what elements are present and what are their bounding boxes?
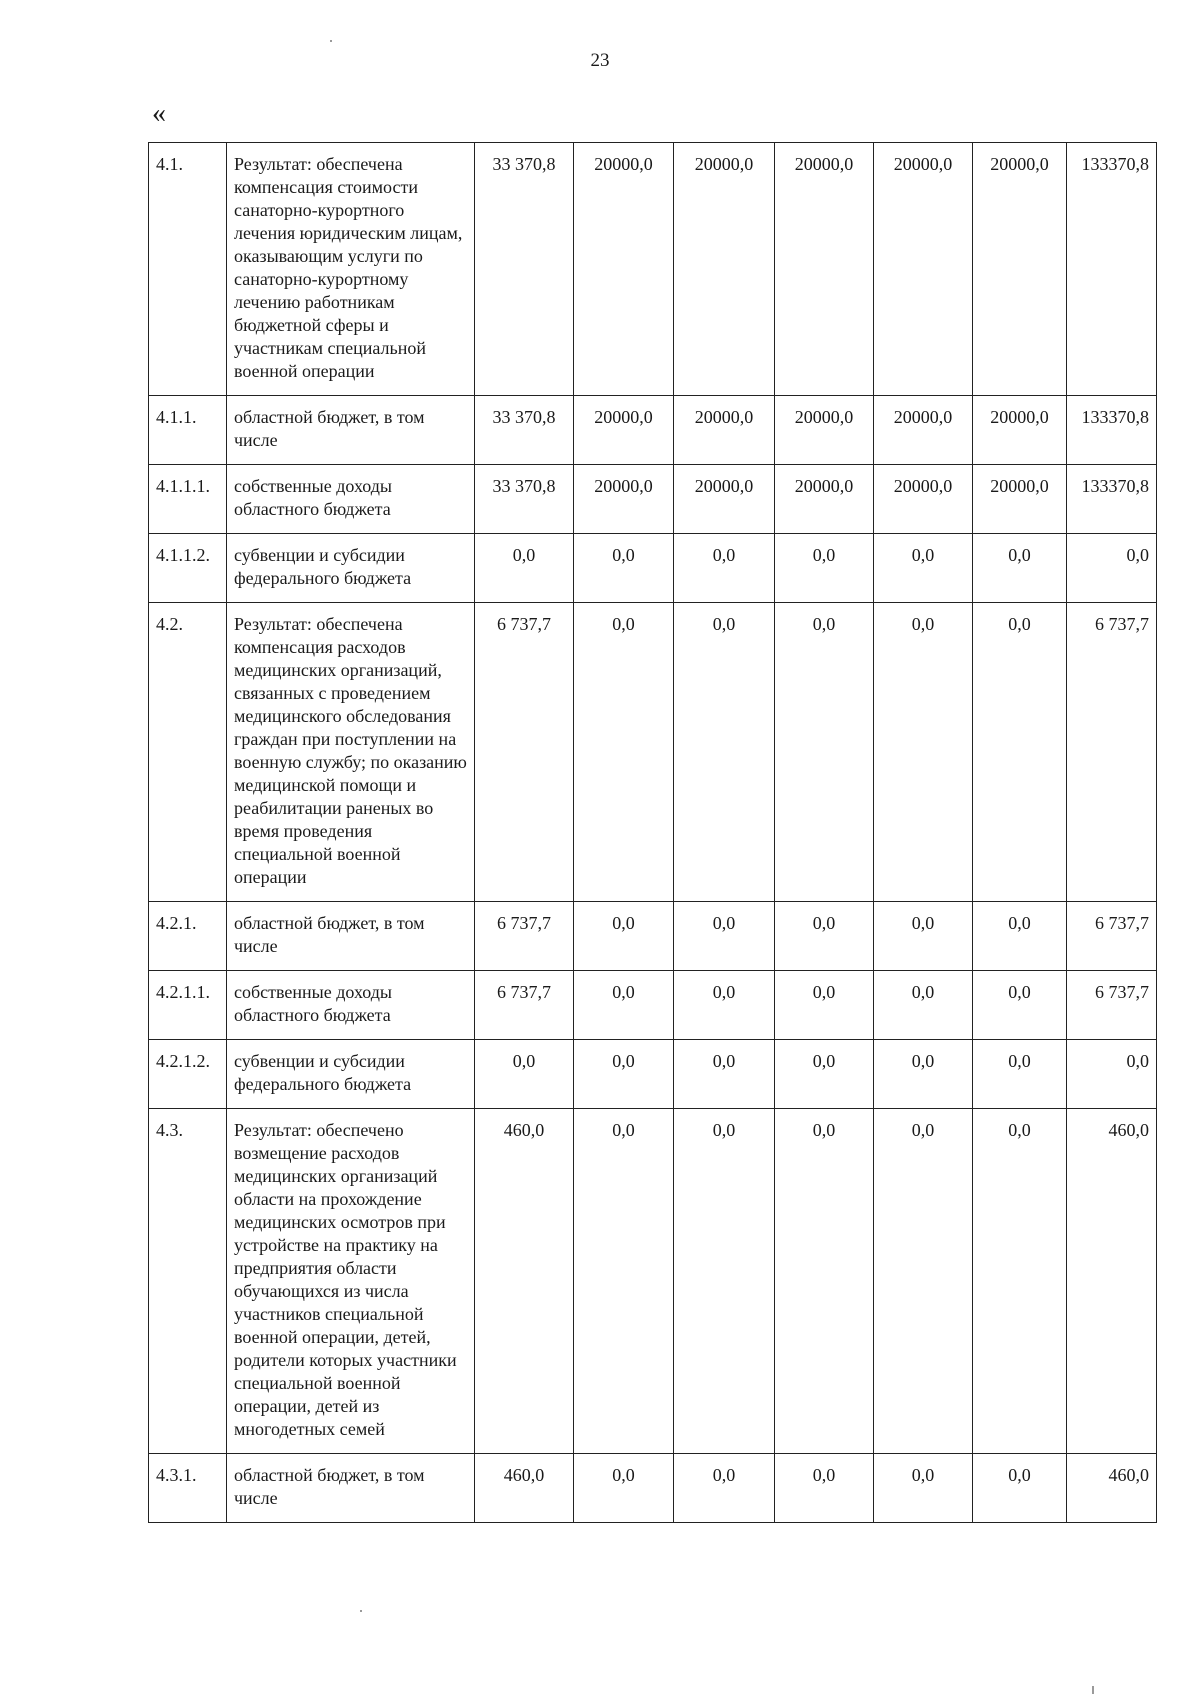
row-number: 4.3.1. — [149, 1454, 227, 1523]
year-value-cell: 0,0 — [775, 1454, 874, 1523]
year-value-cell: 0,0 — [574, 902, 674, 971]
year-value-cell: 20000,0 — [874, 465, 973, 534]
row-description: субвенции и субсидии федерального бюджета — [227, 1040, 475, 1109]
year-value-cell: 20000,0 — [874, 143, 973, 396]
row-number: 4.2. — [149, 603, 227, 902]
year-value-cell: 0,0 — [874, 902, 973, 971]
year-value-cell: 0,0 — [475, 534, 574, 603]
year-value-cell: 0,0 — [973, 1454, 1067, 1523]
scan-speck — [1092, 1686, 1094, 1694]
year-value-cell: 0,0 — [874, 1454, 973, 1523]
total-value-cell: 133370,8 — [1067, 143, 1157, 396]
year-value-cell: 0,0 — [775, 902, 874, 971]
year-value-cell: 20000,0 — [674, 465, 775, 534]
year-value-cell: 33 370,8 — [475, 143, 574, 396]
year-value-cell: 20000,0 — [574, 143, 674, 396]
year-value-cell: 20000,0 — [674, 143, 775, 396]
year-value-cell: 460,0 — [475, 1109, 574, 1454]
scan-speck — [330, 40, 332, 42]
table-row — [149, 1454, 1157, 1523]
row-number: 4.2.1.2. — [149, 1040, 227, 1109]
year-value-cell: 0,0 — [574, 1040, 674, 1109]
row-number: 4.2.1. — [149, 902, 227, 971]
year-value-cell: 0,0 — [574, 534, 674, 603]
year-value-cell: 20000,0 — [874, 396, 973, 465]
year-value-cell: 0,0 — [973, 603, 1067, 902]
table-row — [149, 1040, 1157, 1109]
year-value-cell: 0,0 — [775, 1040, 874, 1109]
row-number: 4.1.1.2. — [149, 534, 227, 603]
table-row — [149, 465, 1157, 534]
year-value-cell: 0,0 — [874, 603, 973, 902]
year-value-cell: 0,0 — [775, 1109, 874, 1454]
year-value-cell: 20000,0 — [574, 396, 674, 465]
year-value-cell: 0,0 — [874, 1040, 973, 1109]
row-description: Результат: обеспечена компенсация стоимости санаторно-курортного лечения юридическим лицам, оказывающим услуги по санаторно-курортному лечению работникам бюджетной сферы и участникам специальной военной операции — [227, 143, 475, 396]
table-row — [149, 902, 1157, 971]
year-value-cell: 0,0 — [874, 971, 973, 1040]
table-row — [149, 1109, 1157, 1454]
table-row — [149, 603, 1157, 902]
year-value-cell: 0,0 — [775, 534, 874, 603]
table-row — [149, 396, 1157, 465]
budget-table-body — [149, 143, 1157, 1523]
total-value-cell: 0,0 — [1067, 534, 1157, 603]
total-value-cell: 0,0 — [1067, 1040, 1157, 1109]
year-value-cell: 0,0 — [574, 971, 674, 1040]
year-value-cell: 0,0 — [874, 1109, 973, 1454]
scan-speck — [360, 1610, 362, 1612]
table-row — [149, 971, 1157, 1040]
page-number: 23 — [590, 50, 610, 71]
total-value-cell: 6 737,7 — [1067, 603, 1157, 902]
year-value-cell: 0,0 — [973, 534, 1067, 603]
year-value-cell: 20000,0 — [973, 396, 1067, 465]
row-description: областной бюджет, в том числе — [227, 1454, 475, 1523]
row-number: 4.2.1.1. — [149, 971, 227, 1040]
table-row — [149, 143, 1157, 396]
year-value-cell: 0,0 — [574, 603, 674, 902]
year-value-cell: 20000,0 — [574, 465, 674, 534]
year-value-cell: 6 737,7 — [475, 902, 574, 971]
year-value-cell: 0,0 — [475, 1040, 574, 1109]
year-value-cell: 0,0 — [574, 1109, 674, 1454]
total-value-cell: 460,0 — [1067, 1454, 1157, 1523]
year-value-cell: 6 737,7 — [475, 603, 574, 902]
row-description: собственные доходы областного бюджета — [227, 465, 475, 534]
year-value-cell: 20000,0 — [775, 143, 874, 396]
year-value-cell: 20000,0 — [674, 396, 775, 465]
year-value-cell: 0,0 — [674, 1454, 775, 1523]
row-number: 4.1.1.1. — [149, 465, 227, 534]
budget-table — [148, 142, 1157, 1523]
total-value-cell: 460,0 — [1067, 1109, 1157, 1454]
row-number: 4.1. — [149, 143, 227, 396]
year-value-cell: 20000,0 — [775, 465, 874, 534]
row-description: Результат: обеспечено возмещение расходов медицинских организаций области на прохождение медицинских осмотров при устройстве на практику на предприятия области обучающихся из числа участников специальной военной операции, детей, родители которых участники специальной военной операции, детей из многодетных семей — [227, 1109, 475, 1454]
year-value-cell: 0,0 — [973, 1040, 1067, 1109]
total-value-cell: 6 737,7 — [1067, 971, 1157, 1040]
total-value-cell: 6 737,7 — [1067, 902, 1157, 971]
row-number: 4.3. — [149, 1109, 227, 1454]
year-value-cell: 0,0 — [574, 1454, 674, 1523]
year-value-cell: 0,0 — [874, 534, 973, 603]
year-value-cell: 20000,0 — [973, 143, 1067, 396]
year-value-cell: 0,0 — [674, 971, 775, 1040]
year-value-cell: 0,0 — [674, 1109, 775, 1454]
year-value-cell: 33 370,8 — [475, 465, 574, 534]
year-value-cell: 0,0 — [973, 1109, 1067, 1454]
opening-quote-mark: « — [152, 98, 166, 129]
year-value-cell: 33 370,8 — [475, 396, 574, 465]
year-value-cell: 20000,0 — [775, 396, 874, 465]
year-value-cell: 0,0 — [973, 971, 1067, 1040]
year-value-cell: 460,0 — [475, 1454, 574, 1523]
year-value-cell: 0,0 — [674, 603, 775, 902]
year-value-cell: 0,0 — [674, 534, 775, 603]
year-value-cell: 0,0 — [775, 603, 874, 902]
row-description: областной бюджет, в том числе — [227, 396, 475, 465]
total-value-cell: 133370,8 — [1067, 396, 1157, 465]
year-value-cell: 0,0 — [674, 902, 775, 971]
year-value-cell: 6 737,7 — [475, 971, 574, 1040]
year-value-cell: 0,0 — [973, 902, 1067, 971]
total-value-cell: 133370,8 — [1067, 465, 1157, 534]
row-description: Результат: обеспечена компенсация расходов медицинских организаций, связанных с проведением медицинского обследования граждан при поступлении на военную службу; по оказанию медицинской помощи и реабилитации раненых во время проведения специальной военной операции — [227, 603, 475, 902]
year-value-cell: 0,0 — [775, 971, 874, 1040]
row-number: 4.1.1. — [149, 396, 227, 465]
row-description: субвенции и субсидии федерального бюджета — [227, 534, 475, 603]
year-value-cell: 20000,0 — [973, 465, 1067, 534]
row-description: собственные доходы областного бюджета — [227, 971, 475, 1040]
table-row — [149, 534, 1157, 603]
year-value-cell: 0,0 — [674, 1040, 775, 1109]
row-description: областной бюджет, в том числе — [227, 902, 475, 971]
